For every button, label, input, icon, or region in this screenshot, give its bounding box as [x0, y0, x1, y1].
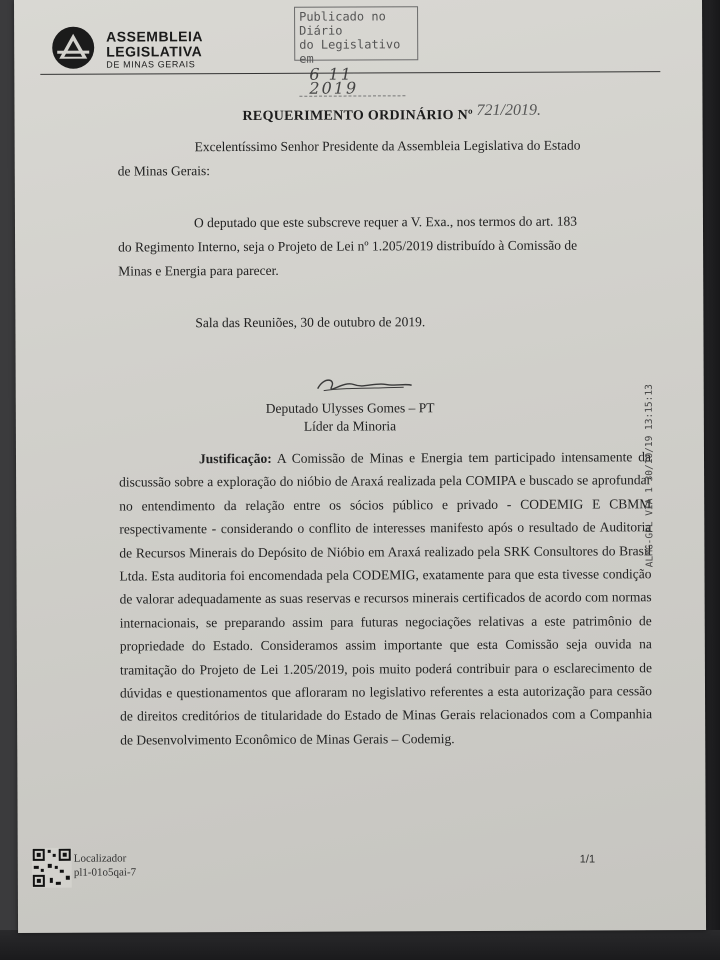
stamp-date: 6 11 2019 [299, 67, 405, 96]
logo-line3: DE MINAS GERAIS [106, 59, 196, 70]
backdrop-bottom [0, 930, 720, 960]
justification-label: Justificação: [198, 450, 272, 467]
protocol-stamp: ALMG-GPL VIA 1 30/10/19 13:15:13 [643, 384, 656, 568]
publication-stamp [294, 6, 418, 98]
stamp-line1: Publicado no Diário [299, 9, 386, 38]
signer-role: Líder da Minoria [303, 418, 397, 434]
signer-name: Deputado Ulysses Gomes – PT [265, 400, 435, 416]
para1-line1: O deputado que este subscreve requer a V. Exa., nos termos do art. 183 [193, 213, 578, 231]
document-page [14, 0, 706, 933]
assembly-logo-text [106, 29, 203, 70]
justification-text: A Comissão de Minas e Energia tem participado intensamente da discussão sobre a exploração do nióbio de Araxá realizada pela COMIPA e buscado se aprofundar no entendimento da relação entre os sócios público e privado - CODEMIG E CBMM respectivamente - considerando o conflito de interesses manifesto após o resultado de Auditoria de Recursos Minerais do Depósito de Nióbio em Araxá realizado pela SRK Consultores do Brasil Ltda. Esta auditoria foi encomendada pela CODEMIG, exatamente para que esta tivesse condição de valorar adequadamente as suas reservas e recursos minerais certificados de acordo com normas internacionais, se preparando assim para futuras negociações relativas a este patrimônio de propriedade do Estado. Consideramos assim importante que esta Comissão seja ouvida na tramitação do Projeto de Lei 1.205/2019, pois muito poderá contribuir para o esclarecimento de dúvidas e questionamentos que afloraram no legislativo referentes a esta autorização para cessão de direitos creditórios de titularidade do Estado de Minas Gerais relacionados com a Companhia de Desenvolvimento Econômico de Minas Gerais – Codemig. [119, 449, 653, 748]
salutation-line1: Excelentíssimo Senhor Presidente da Assembleia Legislativa do Estado [194, 137, 581, 155]
logo-line2: LEGISLATIVA [106, 43, 203, 60]
locator-code: pl1-01o5qai-7 [73, 866, 137, 879]
request-paragraph [118, 209, 648, 283]
document-number-handwritten: 721/2019. [476, 101, 541, 119]
document-locator [74, 851, 136, 879]
place-date: Sala das Reuniões, 30 de outubro de 2019. [195, 314, 426, 331]
page-number: 1/1 [579, 853, 596, 866]
locator-label: Localizador [73, 852, 127, 865]
justification-paragraph [119, 445, 652, 752]
stamp-line2: do Legislativo em [299, 37, 401, 66]
assembly-logo-icon [49, 26, 99, 70]
para1-line2: do Regimento Interno, seja o Projeto de Lei nº 1.205/2019 distribuído à Comissão de [118, 237, 578, 255]
logo-line1: ASSEMBLEIA [106, 28, 203, 45]
para1-line3: Minas e Energia para parecer. [118, 262, 279, 279]
document-title: REQUERIMENTO ORDINÁRIO Nº [242, 107, 473, 125]
qr-code-icon [32, 848, 72, 888]
salutation-line2: de Minas Gerais: [117, 163, 211, 179]
handwritten-signature [314, 374, 414, 398]
